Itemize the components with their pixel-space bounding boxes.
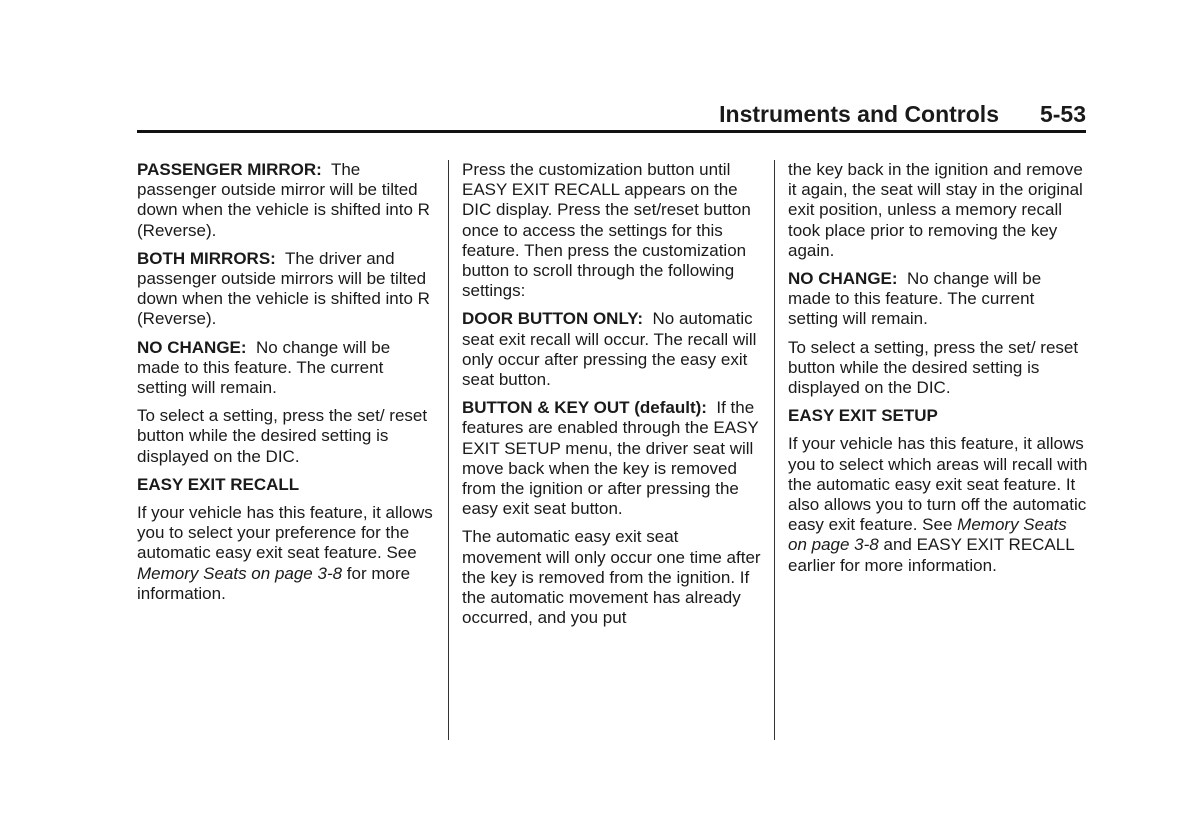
term: NO CHANGE: xyxy=(788,269,898,289)
cross-reference-link[interactable]: Memory Seats on page 3-8 xyxy=(788,515,1067,555)
subsection-heading: EASY EXIT RECALL xyxy=(137,474,300,494)
column-divider xyxy=(774,160,775,740)
subsection-heading: EASY EXIT SETUP xyxy=(788,406,938,426)
term: PASSENGER MIRROR: xyxy=(137,160,322,179)
paragraph xyxy=(462,527,762,628)
paragraph-text: The automatic easy exit seat movement will only occur one time after the key is removed from the ignition. If the automatic movement has already occurred, and you put xyxy=(462,527,761,628)
paragraph xyxy=(137,338,435,399)
column-3 xyxy=(788,160,1088,584)
page-header xyxy=(137,100,1086,133)
column-2 xyxy=(462,160,762,636)
paragraph-text: and EASY EXIT RECALL earlier for more information. xyxy=(788,535,1075,575)
paragraph-text: No change will be made to this feature. The current setting will remain. xyxy=(137,337,391,398)
term: BOTH MIRRORS: xyxy=(137,248,276,268)
paragraph-text: Press the customization button until EASY EXIT RECALL appears on the DIC display. Press the set/reset button once to access the settings for this feature. Then press the customization button to scroll through the following settings: xyxy=(462,160,751,301)
paragraph-text: If your vehicle has this feature, it allows you to select which areas will recall with the automatic easy exit seat feature. It also allows you to turn off the automatic easy exit feature. See xyxy=(788,434,1088,535)
paragraph xyxy=(137,503,435,604)
paragraph-text: The driver and passenger outside mirrors will be tilted down when the vehicle is shifted into R (Reverse). xyxy=(137,248,430,329)
paragraph xyxy=(462,160,762,301)
paragraph xyxy=(788,338,1088,399)
paragraph xyxy=(788,269,1088,330)
column-1 xyxy=(137,160,435,612)
paragraph-text: No change will be made to this feature. The current setting will remain. xyxy=(788,269,1042,329)
paragraph xyxy=(137,249,435,330)
term: NO CHANGE: xyxy=(137,337,247,357)
section-title: Instruments and Controls xyxy=(719,101,999,127)
paragraph-text: If your vehicle has this feature, it allows you to select your preference for the automatic easy exit seat feature. See xyxy=(137,503,433,563)
term: DOOR BUTTON ONLY: xyxy=(462,309,644,329)
paragraph xyxy=(137,406,435,467)
paragraph-text: If the features are enabled through the EASY EXIT SETUP menu, the driver seat will move back when the key is removed from the ignition or after pressing the easy exit seat button. xyxy=(462,398,759,519)
term: BUTTON & KEY OUT (default): xyxy=(462,398,707,418)
paragraph xyxy=(137,160,435,241)
paragraph-text: for more information. xyxy=(137,563,411,603)
paragraph xyxy=(462,309,762,390)
paragraph-text: the key back in the ignition and remove it again, the seat will stay in the original exit position, unless a memory recall took place prior to removing the key again. xyxy=(788,160,1083,260)
paragraph-text: To select a setting, press the set/ reset button while the desired setting is displayed on the DIC. xyxy=(788,337,1079,398)
paragraph xyxy=(462,398,762,519)
column-divider xyxy=(448,160,449,740)
paragraph-text: The passenger outside mirror will be tilted down when the vehicle is shifted into R (Reverse). xyxy=(137,160,430,240)
page-number: 5-53 xyxy=(1039,101,1086,127)
paragraph-text: To select a setting, press the set/ reset button while the desired setting is displayed on the DIC. xyxy=(137,406,428,466)
paragraph xyxy=(788,434,1088,575)
paragraph-text: No automatic seat exit recall will occur. The recall will only occur after pressing the easy exit seat button. xyxy=(462,309,757,390)
paragraph xyxy=(788,160,1088,261)
cross-reference-link[interactable]: Memory Seats on page 3-8 xyxy=(137,563,343,583)
